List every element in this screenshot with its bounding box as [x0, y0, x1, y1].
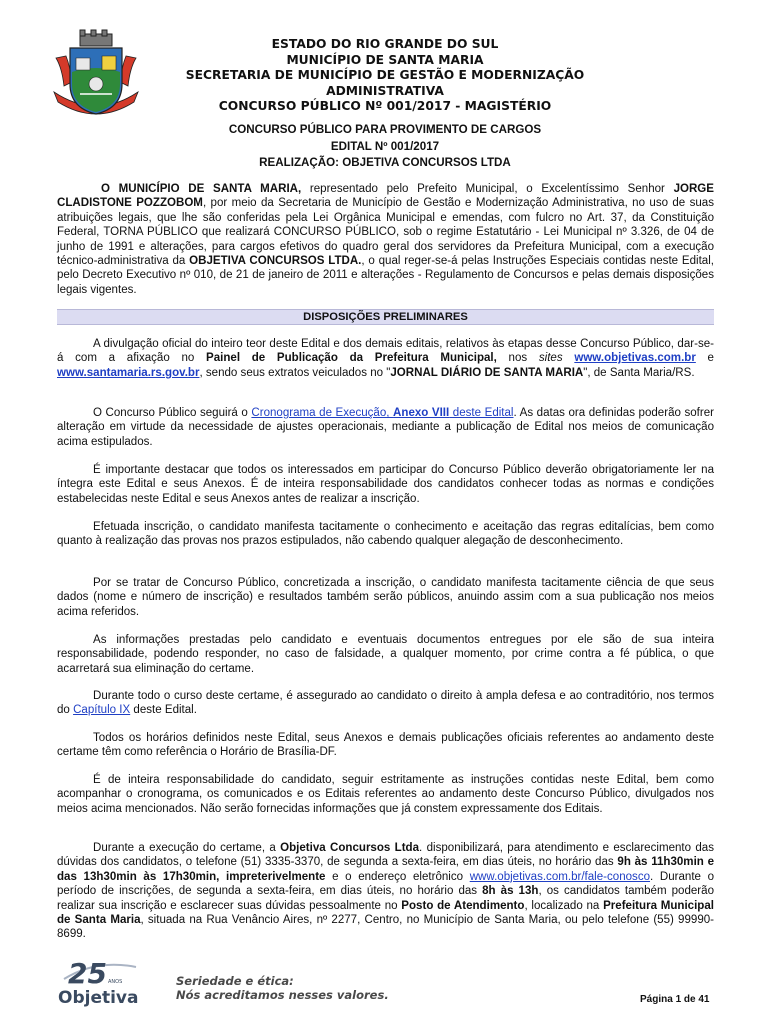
link-cronograma[interactable]: Cronograma de Execução, [251, 407, 394, 419]
p7-text-a: Durante todo o curso deste certame, é assegurado ao candidato o direito à ampla defesa e ao contraditório, nos termos do [57, 690, 714, 717]
link-fale-conosco[interactable]: www.objetivas.com.br/fale-conosco [469, 870, 651, 883]
p1-text-c: nos [496, 352, 539, 365]
intro-text-1: representado pelo Prefeito Municipal, o Excelentíssimo Senhor [301, 183, 674, 195]
p5-text: Por se tratar de Concurso Público, concretizada a inscrição, o candidato manifesta tacitamente ciência de que seus dados (nome e número de inscrição) e resultados também serão públicos, anuindo assim com a sua publicação nos meios acima referidos. [57, 577, 714, 618]
slogan-line-2: Nós acreditamos nesses valores. [176, 988, 389, 1002]
document-header [150, 37, 620, 115]
p1-text-j: ", de Santa Maria/RS. [583, 366, 695, 379]
municipality-name: O MUNICÍPIO DE SANTA MARIA, [101, 183, 302, 195]
footer-slogan [176, 974, 389, 1002]
mayor-name: JORGE CLADISTONE POZZOBOM [57, 183, 714, 210]
logo-objetiva: Objetiva [58, 988, 139, 1008]
paragraph-cronograma [57, 406, 714, 449]
link-objetivas[interactable]: www.objetivas.com.br [574, 352, 696, 365]
paragraph-responsabilidade [57, 773, 714, 816]
p7-text-c: deste Edital. [130, 704, 197, 717]
p1-bold-painel: Painel de Publicação da Prefeitura Municipal, [206, 352, 497, 365]
document-subheader [140, 122, 630, 172]
header-secretariat: SECRETARIA DE MUNICÍPIO DE GESTÃO E MODERNIZAÇÃO [185, 68, 585, 83]
paragraph-horarios [57, 731, 714, 760]
p1-text-f: e [695, 352, 714, 365]
subheader-edital: EDITAL Nº 001/2017 [330, 139, 440, 153]
paragraph-informacoes [57, 633, 714, 676]
intro-section [57, 182, 714, 297]
paragraph-dados-publicos [57, 576, 714, 619]
p9-text: É de inteira responsabilidade do candidato, seguir estritamente as instruções contidas neste Edital, bem como acompanhar o cronograma, os comunicados e os Editais referentes ao andamento deste Concurso Público, divulgados nos meios acima mencionados. Não serão fornecidas informações que já constem expressamente dos Editais. [57, 774, 714, 815]
paragraph-publication [57, 337, 714, 380]
p10-text-m: , situada na Rua Venâncio Aires, nº 2277, Centro, no Município de Santa Maria, ou pelo telefone (55) 99990-8699. [57, 914, 715, 941]
link-deste-edital[interactable]: deste Edital [449, 407, 514, 419]
p2-text-e: . As datas ora definidas poderão sofrer alteração em virtude da necessidade de ajustes operacionais, mediante a publicação de Edital nos meios de comunicação acima estipulados. [57, 407, 714, 448]
subheader-realizacao: REALIZAÇÃO: OBJETIVA CONCURSOS LTDA [259, 156, 511, 170]
paragraph-inscricao [57, 520, 714, 549]
link-capitulo-ix[interactable]: Capítulo IX [73, 704, 131, 717]
p2-text-a: O Concurso Público seguirá o [93, 407, 252, 419]
p4-text: Efetuada inscrição, o candidato manifesta tacitamente o conhecimento e aceitação das regras editalícias, bem como quanto à realização das provas nos prazos estipulados, não cabendo qualquer alegação de desconhecimento. [57, 521, 714, 548]
slogan-line-1: Seriedade e ética: [176, 974, 294, 988]
p3-text: É importante destacar que todos os interessados em participar do Concurso Público deverão obrigatoriamente ler na íntegra este Edital e seus Anexos. É de inteira responsabilidade dos candidatos conhecer todas as normas e condições estabelecidas neste Edital e seus Anexos antes de realizar a inscrição. [57, 464, 714, 505]
subheader-title: CONCURSO PÚBLICO PARA PROVIMENTO DE CARGOS [228, 123, 542, 136]
p10-text-e: e o endereço eletrônico [325, 870, 470, 883]
p10-text-k: , localizado na [524, 899, 604, 912]
paragraph-ampla-defesa [57, 689, 714, 718]
p1-text-a: A divulgação oficial do inteiro teor deste Edital e dos demais editais, relativos às etapas desse Concurso Público, dar-se-á com a afixação no [57, 338, 714, 365]
p10-text-c: . disponibilizará, para atendimento e esclarecimento das dúvidas dos candidatos, o telefone (51) 3335-3370, de segunda a sexta-feira, em dias úteis, no horário das [57, 842, 714, 869]
header-secretariat-cont: ADMINISTRATIVA [326, 83, 444, 98]
paragraph-importante [57, 463, 714, 506]
p8-text: Todos os horários definidos neste Edital, seus Anexos e demais publicações oficiais referentes ao andamento deste certame têm como referência o Horário de Brasília-DF. [57, 732, 714, 759]
p1-jornal: JORNAL DIÁRIO DE SANTA MARIA [390, 366, 584, 379]
objetiva-logo [56, 953, 196, 1009]
intro-paragraph [57, 182, 714, 297]
p10-text-g: . Durante o período de inscrições, de segunda a sexta-feira, em dias úteis, no horário das [57, 870, 714, 898]
header-state: ESTADO DO RIO GRANDE DO SUL [271, 37, 499, 51]
section-title: DISPOSIÇÕES PRELIMINARES [57, 309, 714, 325]
coat-of-arms-icon [50, 28, 142, 120]
p10-text-i: , os candidatos também poderão realizar sua inscrição e esclarecer suas dúvidas pessoalmente no [57, 885, 714, 912]
header-municipality: MUNICÍPIO DE SANTA MARIA [286, 52, 484, 67]
logo-25: 25 [68, 957, 107, 990]
p10-horario-inscricao: 8h às 13h [482, 885, 539, 898]
intro-text-3: , o qual reger-se-á pelas Instruções Especiais contidas neste Edital, pelo Decreto Executivo nº 010, de 21 de janeiro de 2011 e alterações - Regulamento de Concursos e pelas demais disposições legais vigentes. [57, 255, 714, 296]
p10-prefeitura: Prefeitura Municipal de Santa Maria [57, 899, 714, 927]
p10-horario: 9h às 11h30min e das 13h30min às 17h30min, impreterivelmente [57, 856, 714, 883]
header-contest: CONCURSO PÚBLICO Nº 001/2017 - MAGISTÉRIO [218, 99, 552, 114]
p10-posto: Posto de Atendimento [401, 899, 525, 912]
p6-text: As informações prestadas pelo candidato e eventuais documentos entregues por ele são de sua inteira responsabilidade, podendo responder, no caso de falsidade, a qualquer momento, por crime contra a fé pública, o que acarretará sua eliminação do certame. [57, 634, 714, 675]
p1-text-h: , sendo seus extratos veiculados no " [199, 366, 391, 379]
link-santamaria[interactable]: www.santamaria.rs.gov.br [57, 366, 200, 379]
paragraph-atendimento [57, 841, 714, 942]
logo-anos: ANOS [108, 979, 123, 985]
link-anexo-viii[interactable]: Anexo VIII [393, 407, 450, 419]
company-name: OBJETIVA CONCURSOS LTDA. [189, 255, 362, 268]
p1-sites: sites [538, 352, 563, 365]
page-number: Página 1 de 41 [640, 994, 710, 1005]
p10-text-a: Durante a execução do certame, a [93, 842, 281, 854]
intro-text-2: , por meio da Secretaria de Município de Gestão e Modernização Administrativa, no uso de suas atribuições legais, que lhe são conferidas pela Lei Orgânica Municipal e emendas, com fulcro no Art. 37, da Constituição Federal, TORNA PÚBLICO que realizará CONCURSO PÚBLICO, sob o regime Estatutário - Lei Municipal nº 3.326, de 04 de junho de 1991 e alterações, para cargos efetivos do quadro geral dos servidores da Prefeitura Municipal, com a execução técnico-administrativa da [57, 197, 714, 268]
p10-objetiva: Objetiva Concursos Ltda [280, 842, 420, 854]
